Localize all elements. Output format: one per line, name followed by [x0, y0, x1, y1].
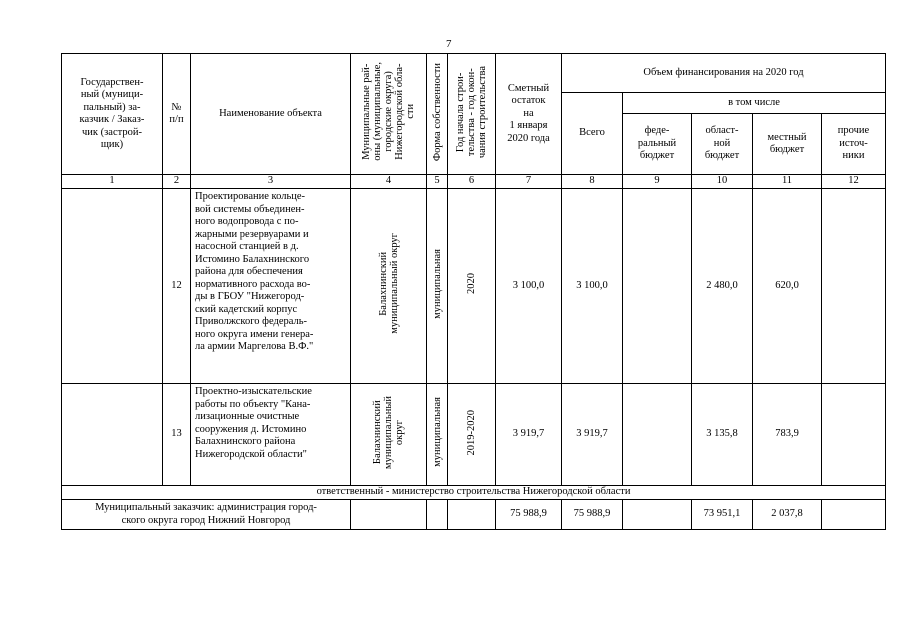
customer-local: 2 037,8	[753, 500, 822, 530]
row-federal	[623, 384, 692, 486]
row-ownership-text: муниципальная	[431, 248, 443, 319]
financing-table	[61, 53, 886, 530]
row-total: 3 100,0	[562, 189, 623, 384]
column-number: 10	[692, 175, 753, 189]
row-years	[448, 384, 496, 486]
row-customer	[62, 384, 163, 486]
header-regional: област- ной бюджет	[692, 114, 753, 175]
column-number: 11	[753, 175, 822, 189]
column-number: 7	[496, 175, 562, 189]
row-total: 3 919,7	[562, 384, 623, 486]
column-number: 1	[62, 175, 163, 189]
customer-district	[351, 500, 427, 530]
header-ownership	[427, 54, 448, 175]
header-districts	[351, 54, 427, 175]
row-years-text: 2019-2020	[466, 409, 477, 455]
customer-total: 75 988,9	[562, 500, 623, 530]
header-including: в том числе	[623, 93, 886, 114]
header-local: местный бюджет	[753, 114, 822, 175]
row-number: 13	[163, 384, 191, 486]
column-number: 8	[562, 175, 623, 189]
row-district-text: Балахнинский муниципальный округ	[372, 395, 405, 469]
table-row	[62, 384, 886, 486]
column-number: 9	[623, 175, 692, 189]
header-object-name: Наименование объекта	[191, 54, 351, 175]
row-customer	[62, 189, 163, 384]
row-object-name: Проектирование кольце- вой системы объединен- ного водопровода с по- жарными резервуарами и насосной станцией в д. Истомино Балахнинского района для обеспечения нормативного расхода во- ды в ГБОУ "Нижегород- ский кадетский корпус Приволжского федераль- ного округа имени генера- ла армии Маргелова В.Ф."	[191, 189, 351, 384]
row-other	[822, 384, 886, 486]
header-years-text: Год начала строи- тельства - год окон- чания строительства	[455, 65, 488, 158]
table-row	[62, 189, 886, 384]
header-customer: Государствен- ный (муници- пальный) за- казчик / Заказ- чик (застрой- щик)	[62, 54, 163, 175]
row-local: 620,0	[753, 189, 822, 384]
row-ownership	[427, 189, 448, 384]
customer-regional: 73 951,1	[692, 500, 753, 530]
column-number: 5	[427, 175, 448, 189]
row-district	[351, 384, 427, 486]
row-district	[351, 189, 427, 384]
header-districts-text: Муниципальные рай- оны (муниципальные, городские округа) Нижегородской обла- сти	[361, 62, 416, 162]
header-financing: Объем финансирования на 2020 год	[562, 54, 886, 93]
row-estimate: 3 100,0	[496, 189, 562, 384]
column-number: 6	[448, 175, 496, 189]
customer-label: Муниципальный заказчик: администрация город- ского округа город Нижний Новгород	[62, 500, 351, 530]
row-regional: 3 135,8	[692, 384, 753, 486]
header-total: Всего	[562, 93, 623, 175]
row-years	[448, 189, 496, 384]
row-regional: 2 480,0	[692, 189, 753, 384]
row-estimate: 3 919,7	[496, 384, 562, 486]
row-ownership-text: муниципальная	[431, 397, 443, 468]
row-ownership	[427, 384, 448, 486]
column-number: 4	[351, 175, 427, 189]
header-other: прочие источ- ники	[822, 114, 886, 175]
row-local: 783,9	[753, 384, 822, 486]
header-ownership-text: Форма собственности	[431, 62, 443, 161]
row-other	[822, 189, 886, 384]
row-number: 12	[163, 189, 191, 384]
customer-other	[822, 500, 886, 530]
customer-federal	[623, 500, 692, 530]
row-object-name: Проектно-изыскательские работы по объекту "Кана- лизационные очистные сооружения д. Истомино Балахнинского района Нижегородской области"	[191, 384, 351, 486]
page-number: 7	[446, 38, 452, 50]
customer-years	[448, 500, 496, 530]
header-federal: феде- ральный бюджет	[623, 114, 692, 175]
customer-ownership	[427, 500, 448, 530]
row-federal	[623, 189, 692, 384]
column-number: 3	[191, 175, 351, 189]
customer-row	[62, 500, 886, 530]
customer-estimate: 75 988,9	[496, 500, 562, 530]
column-number: 2	[163, 175, 191, 189]
header-estimate-balance: Сметный остаток на 1 января 2020 года	[496, 54, 562, 175]
row-district-text: Балахнинский муниципальный округ	[377, 233, 400, 335]
header-number: № п/п	[163, 54, 191, 175]
row-years-text: 2020	[466, 273, 477, 295]
column-numbers-row	[62, 175, 886, 189]
responsible-line: ответственный - министерство строительства Нижегородской области	[62, 486, 886, 500]
column-number: 12	[822, 175, 886, 189]
header-years	[448, 54, 496, 175]
